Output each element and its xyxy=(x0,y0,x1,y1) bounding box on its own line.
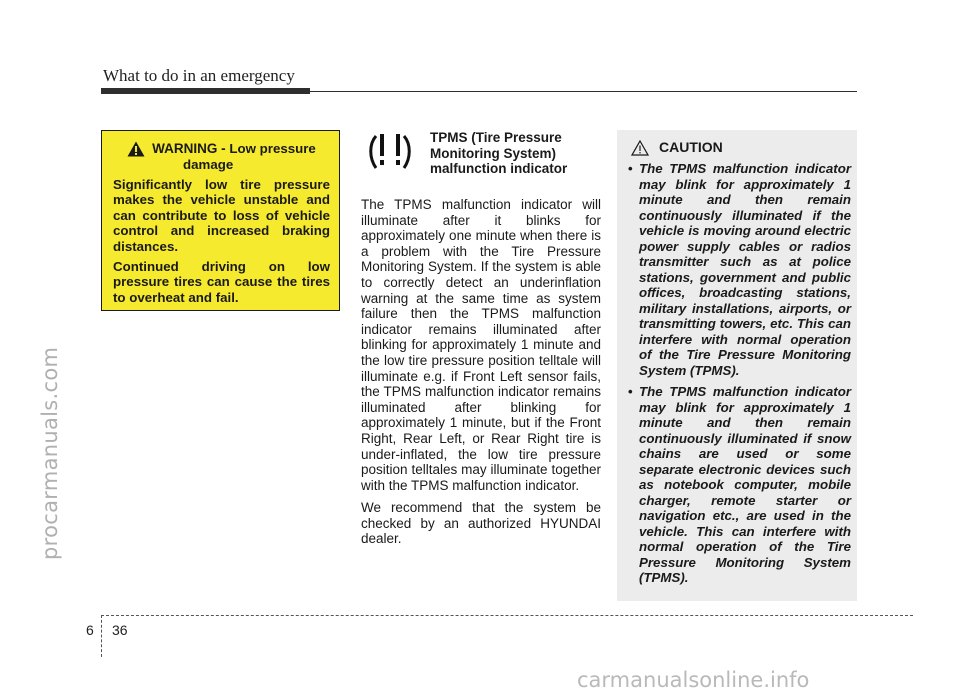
tpms-tire-exclamation-icon xyxy=(366,132,414,176)
footer-divider xyxy=(101,615,102,657)
tpms-indicator-symbol xyxy=(366,132,414,176)
page-number: 36 xyxy=(112,622,128,638)
tpms-paragraph: The TPMS malfunction indicator will illuminate after it blinks for approximately one minute when there is a problem with the Tire Pressure Monitoring System. If the system is able to correctly detect an underinflation warning at the same time as system failure then the TPMS malfunction indicator remains illuminated after blinking for approximately 1 minute and the low tire pressure position telltale will illuminate e.g. if Front Left sensor fails, the TPMS malfunction indicator remains illuminated after blinking for approximately 1 minute, but if the Front Right, Rear Left, or Rear Right tire is under-inflated, the low tire pressure position telltales may illuminate together with the TPMS malfunction indicator. xyxy=(361,197,601,493)
section-title: What to do in an emergency xyxy=(103,66,295,85)
warning-box xyxy=(101,130,340,311)
caution-box xyxy=(617,130,857,601)
caution-triangle-icon xyxy=(631,140,649,156)
caution-item xyxy=(628,384,851,586)
warning-title-line1: Low pressure xyxy=(229,141,316,156)
side-watermark: procarmanuals.com xyxy=(38,346,62,560)
warning-title-line2: damage xyxy=(183,157,234,172)
tpms-body xyxy=(361,197,601,554)
bullet-icon: • xyxy=(628,384,633,399)
caution-item-text: The TPMS malfunction indicator may blink for approximately 1 minute and then remain continuously illuminated if snow chains are used or some separate electronic devices such as notebook computer, mobile charger, remote starter or navigation etc., are used in the vehicle. This can interfere with normal operation of the Tire Pressure Monitoring System (TPMS). xyxy=(639,384,851,585)
caution-label: CAUTION xyxy=(659,139,723,156)
warning-paragraph: Continued driving on low pressure tires can cause the tires to overheat and fail. xyxy=(113,258,330,305)
tpms-heading: TPMS (Tire Pressure Monitoring System) malfunction indicator xyxy=(430,130,568,176)
caution-header xyxy=(628,140,851,156)
warning-paragraph: Significantly low tire pressure makes the vehicle unstable and can contribute to loss of vehicle control and increased braking distances. xyxy=(113,176,330,254)
chapter-number: 6 xyxy=(86,622,94,638)
tpms-paragraph: We recommend that the system be checked by an authorized HYUNDAI dealer. xyxy=(361,500,601,547)
caution-item-text: The TPMS malfunction indicator may blink for approximately 1 minute and then remain continuously illuminated if the vehicle is moving around electric power supply cables or radios transmitter such as at police stations, government and public offices, broadcasting stations, military installations, airports, or transmitting towers, etc. This can interfere with normal operation of the Tire Pressure Monitoring System (TPMS). xyxy=(639,161,851,378)
warning-label: WARNING - xyxy=(152,141,226,156)
footer-rule xyxy=(101,615,913,616)
warning-header xyxy=(113,141,330,173)
warning-triangle-icon xyxy=(127,141,145,157)
caution-list xyxy=(628,161,851,586)
bullet-icon: • xyxy=(628,161,633,176)
bottom-watermark: carmanualsonline.info xyxy=(577,668,810,692)
caution-item xyxy=(628,161,851,378)
header-rule xyxy=(101,91,857,92)
